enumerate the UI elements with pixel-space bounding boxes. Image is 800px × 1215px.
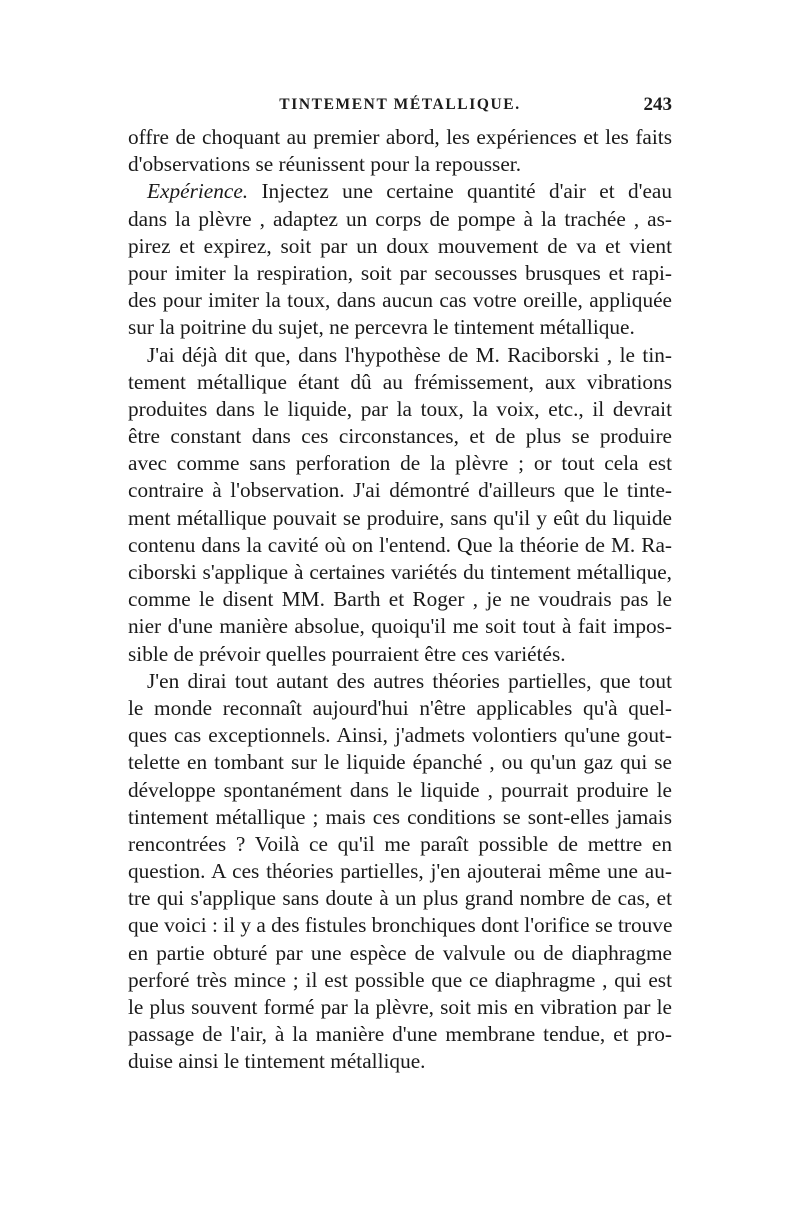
text-line: contenu dans la cavité où on l'entend. Que la théorie de M. Ra- (128, 532, 672, 557)
text-line: ciborski s'applique à certaines variétés du tintement métallique, (128, 560, 672, 584)
text-line: J'ai déjà dit que, dans l'hypothèse de M. Raciborski , le tin- (147, 342, 672, 367)
text-line: pirez et expirez, soit par un doux mouvement de va et vient (128, 233, 672, 258)
text-line: le plus souvent formé par la plèvre, soit mis en vibration par le (128, 995, 672, 1019)
text-line: perforé très mince ; il est possible que ce diaphragme , qui est (128, 967, 672, 992)
text-line: dans la plèvre , adaptez un corps de pompe à la trachée , as- (128, 206, 672, 231)
text-line: pour imiter la respiration, soit par secousses brusques et rapi- (128, 260, 672, 285)
text-line: que voici : il y a des fistules bronchiques dont l'orifice se trouve (128, 913, 672, 938)
text-line: tre qui s'applique sans doute à un plus grand nombre de cas, et (128, 886, 672, 911)
text-line: produites dans le liquide, par la toux, la voix, etc., il devrait (128, 396, 672, 421)
page-number: 243 (643, 94, 672, 115)
text-line (128, 178, 672, 205)
paragraph-1 (128, 124, 672, 178)
text-line: être constant dans ces circonstances, et de plus se produire (128, 424, 672, 449)
text-line: d'observations se réunissent pour la repousser. (128, 152, 522, 177)
text-line: ques cas exceptionnels. Ainsi, j'admets volontiers qu'une gout- (128, 723, 672, 748)
text-line: telette en tombant sur le liquide épanché , ou qu'un gaz qui se (128, 750, 672, 775)
text-line: tement métallique étant dû au frémissement, aux vibrations (128, 369, 672, 394)
paragraph-4 (128, 668, 672, 1076)
text-line: le monde reconnaît aujourd'hui n'être applicables qu'à quel- (128, 695, 672, 720)
text-line: sur la poitrine du sujet, ne percevra le tintement métallique. (128, 315, 635, 340)
text-line: ment métallique pouvait se produire, sans qu'il y eût du liquide (128, 505, 672, 530)
text-line: passage de l'air, à la manière d'une membrane tendue, et pro- (128, 1022, 672, 1047)
text-line: nier d'une manière absolue, quoiqu'il me soit tout à fait impos- (128, 614, 672, 639)
page-header (128, 96, 672, 122)
text-line: développe spontanément dans le liquide , pourrait produire le (128, 777, 672, 802)
text-line: tintement métallique ; mais ces conditions se sont-elles jamais (128, 804, 672, 829)
text-line: duise ainsi le tintement métallique. (128, 1049, 426, 1074)
paragraph-3 (128, 342, 672, 668)
text-line: question. A ces théories partielles, j'en ajouterai même une au- (128, 859, 672, 884)
text-line: contraire à l'observation. J'ai démontré d'ailleurs que le tinte- (128, 478, 672, 503)
text-line: offre de choquant au premier abord, les expériences et les faits (128, 125, 672, 149)
text-line: J'en dirai tout autant des autres théories partielles, que tout (147, 668, 672, 693)
experience-heading: Expérience. (147, 179, 249, 204)
text-line-rest: Injectez une certaine quantité d'air et d'eau (248, 179, 672, 204)
paragraph-2 (128, 178, 672, 341)
body-text (128, 124, 672, 1076)
running-title: TINTEMENT MÉTALLIQUE. (279, 96, 521, 113)
text-line: comme le disent MM. Barth et Roger , je ne voudrais pas le (128, 587, 672, 612)
text-line: avec comme sans perforation de la plèvre ; or tout cela est (128, 451, 672, 476)
text-line: sible de prévoir quelles pourraient être ces variétés. (128, 641, 566, 666)
text-line: des pour imiter la toux, dans aucun cas votre oreille, appliquée (128, 288, 672, 313)
text-line: en partie obturé par une espèce de valvule ou de diaphragme (128, 940, 672, 965)
text-line: rencontrées ? Voilà ce qu'il me paraît possible de mettre en (128, 831, 672, 856)
